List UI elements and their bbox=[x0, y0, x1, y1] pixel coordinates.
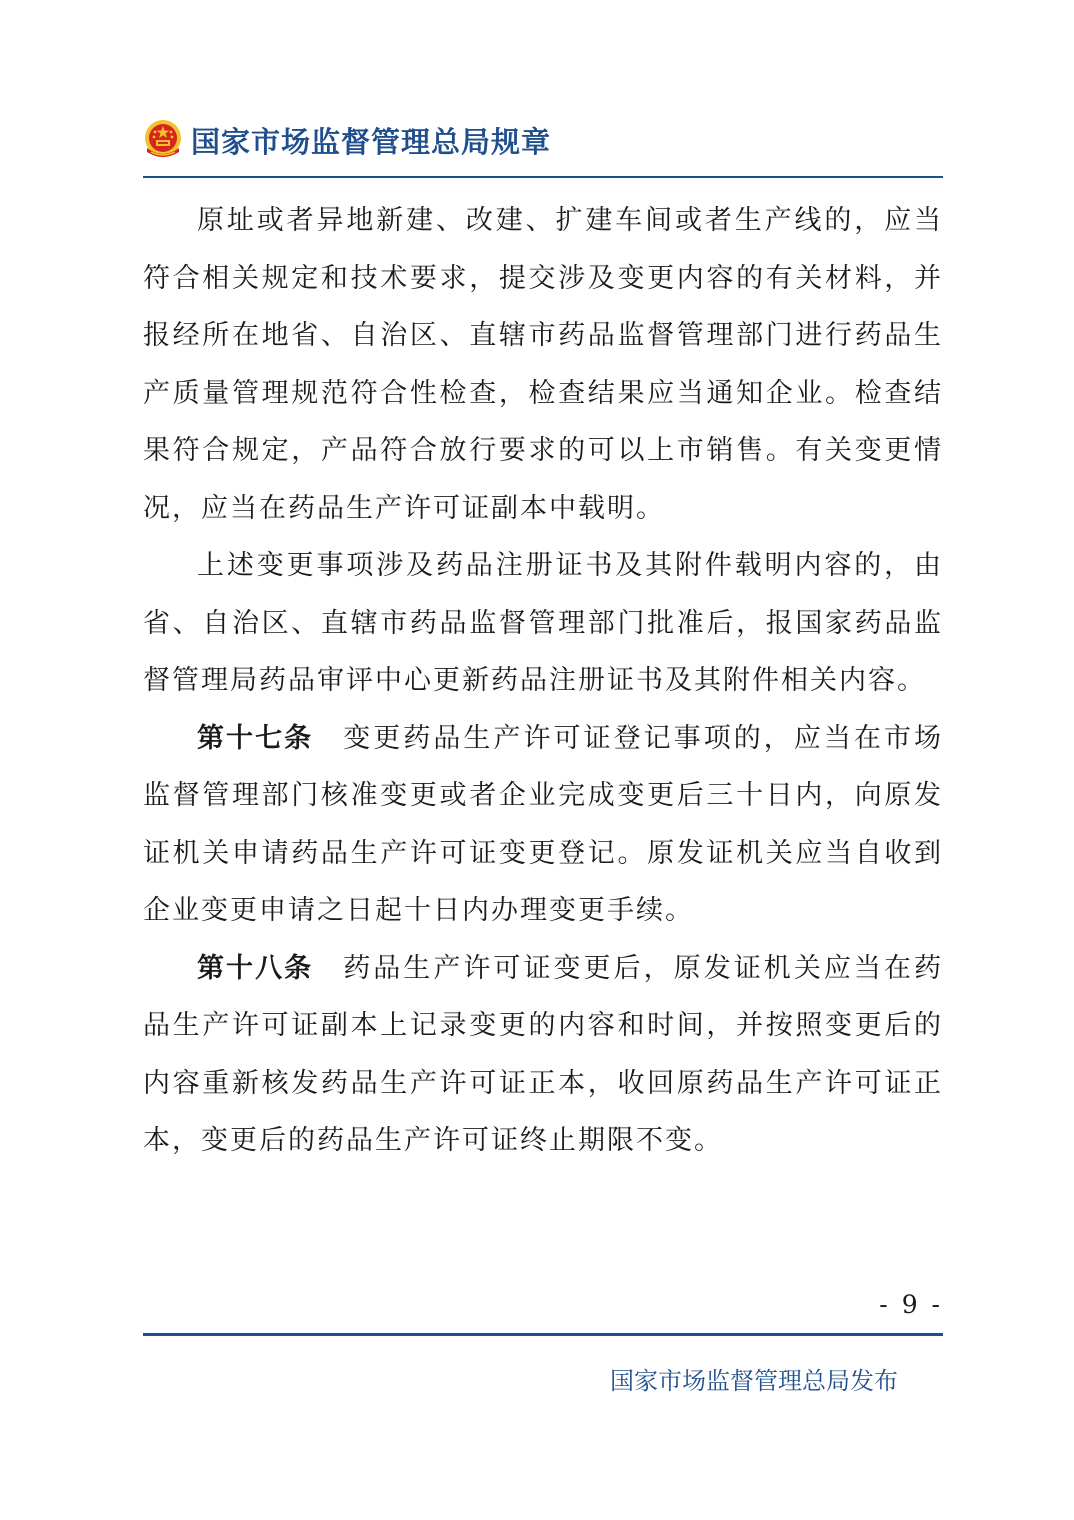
national-emblem-icon bbox=[143, 118, 183, 162]
header-rule bbox=[143, 176, 943, 178]
paragraph-text: 原址或者异地新建、改建、扩建车间或者生产线的，应当符合相关规定和技术要求，提交涉及变更内容的有关材料，并报经所在地省、自治区、直辖市药品监督管理部门进行药品生产质量管理规范符合性检查，检查结果应当通知企业。检查结果符合规定，产品符合放行要求的可以上市销售。有关变更情况，应当在药品生产许可证副本中载明。 bbox=[143, 205, 943, 524]
footer-rule bbox=[143, 1333, 943, 1336]
page-number: - 9 - bbox=[879, 1290, 943, 1319]
page-header bbox=[143, 116, 943, 164]
paragraph-text: 药品生产许可证变更后，原发证机关应当在药品生产许可证副本上记录变更的内容和时间，并按照变更后的内容重新核发药品生产许可证正本，收回原药品生产许可证正本，变更后的药品生产许可证终止期限不变。 bbox=[143, 952, 944, 1156]
document-body bbox=[143, 192, 943, 1170]
article-number: 第十七条 bbox=[197, 722, 314, 754]
header-title: 国家市场监督管理总局规章 bbox=[191, 124, 552, 159]
article-number: 第十八条 bbox=[197, 952, 314, 984]
paragraph-text: 上述变更事项涉及药品注册证书及其附件载明内容的，由省、自治区、直辖市药品监督管理部门批准后，报国家药品监督管理局药品审评中心更新药品注册证书及其附件相关内容。 bbox=[143, 550, 943, 696]
paragraph bbox=[143, 710, 943, 940]
footer-publisher: 国家市场监督管理总局发布 bbox=[610, 1367, 898, 1395]
paragraph bbox=[143, 192, 943, 537]
paragraph bbox=[143, 537, 943, 710]
paragraph-text: 变更药品生产许可证登记事项的，应当在市场监督管理部门核准变更或者企业完成变更后三十日内，向原发证机关申请药品生产许可证变更登记。原发证机关应当自收到企业变更申请之日起十日内办理变更手续。 bbox=[143, 722, 944, 926]
paragraph bbox=[143, 940, 943, 1170]
